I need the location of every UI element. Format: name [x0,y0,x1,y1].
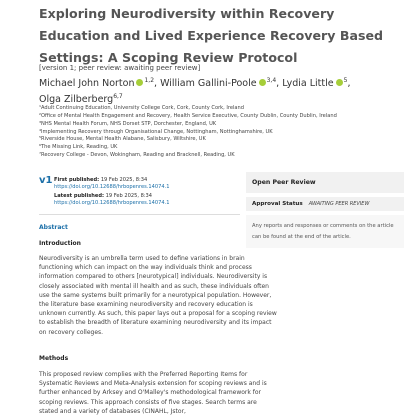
first-published-date: 19 Feb 2025, 8:34 [100,177,148,183]
author-affiliation-marker: 3,4 [266,77,277,84]
affiliation-item: ¹Adult Continuing Education, University College Cork, Cork, County Cork, Ireland [39,105,244,111]
approval-status-label: Approval Status [252,201,303,207]
latest-published-doi-link[interactable]: https://doi.org/10.12688/hrbopenres.14074.1 [54,199,170,206]
affiliation-list [39,105,379,160]
open-peer-review-heading: Open Peer Review [252,179,316,186]
affiliation-item: ⁶The Missing Link, Reading, UK [39,144,118,151]
abstract-heading: Abstract [39,224,68,231]
author-name[interactable]: Olga Zilberberg [39,93,114,105]
peer-review-sidebar [246,172,404,248]
affiliation-item: ³NHS Mental Health Forum, NHS Dorset STP, Dorchester, England, UK [39,120,217,127]
article-title: Exploring Neurodiversity within Recovery Education and Lived Experience Recovery Based Settings: A Scoping Review Protocol [39,6,384,65]
author-affiliation-marker: 1,2 [144,77,155,84]
author-affiliation-marker: 5 [343,77,348,84]
publication-info [54,177,169,206]
latest-published-date: 19 Feb 2025, 8:34 [105,193,153,200]
author-name[interactable]: Lydia Little [282,78,334,89]
version-badge: v1 [39,175,53,186]
author-affiliation-marker: 6,7 [113,92,123,100]
author-separator: , [276,78,283,89]
affiliation-item: ⁴Implementing Recovery through Organisational Change, Nottingham, Nottinghamshire, UK [39,128,273,135]
approval-status-value: AWAITING PEER REVIEW [308,201,370,207]
author-name[interactable]: Michael John Norton [39,78,135,89]
methods-text: This proposed review complies with the Preferred Reporting Items for Systematic Reviews and Meta-Analysis extension for scoping reviews and is further enhanced by Arksey and O'Malley's methodological framework for scoping reviews. This approach consists of five stages. Search terms are stated and a variety of databases (CINAHL, Jstor, [39,371,267,415]
author-list [39,75,369,106]
author-separator: , [347,78,351,89]
methods-heading: Methods [39,355,69,362]
approval-status-row [246,197,404,211]
orcid-icon[interactable] [336,79,343,86]
version-note: [version 1; peer review: awaiting peer review] [39,64,201,72]
divider [39,214,240,215]
first-published-doi-link[interactable]: https://doi.org/10.12688/hrbopenres.14074.1 [54,183,170,190]
affiliation-item: ²Office of Mental Health Engagement and Recovery, Health Service Executive, County Dublin, County Dublin, Ireland [39,112,337,119]
author-separator: , [154,78,161,89]
latest-published-label: Latest published: [54,193,105,200]
first-published-label: First published: [54,177,100,183]
peer-review-note: Any reports and responses or comments on the article can be found at the end of the article. [246,215,404,248]
affiliation-item: ⁵Riverside House, Mental Health Alabane, Salisbury, Wiltshire, UK [39,136,206,143]
affiliation-item: ⁷Recovery College - Devon, Wokingham, Reading and Bracknell, Reading, UK [39,152,235,159]
introduction-text: Neurodiversity is an umbrella term used to define variations in brain functioning which can impact on the way individuals think and process information compared to others [neurotypical] individuals. Neurodiversity is closely associated with mental ill health and as such, these individuals often use the same systems built primarily for a neurotypical population. However, the literature base examining neurodiversity and recovery education is unknown currently. As such, this paper lays out a proposal for a scoping review to establish the breadth of literature examining neurodiversity and its impact on recovery colleges. [39,255,277,336]
orcid-icon[interactable] [136,79,143,86]
introduction-heading: Introduction [39,240,81,247]
orcid-icon[interactable] [259,79,266,86]
author-name[interactable]: William Gallini-Poole [160,78,257,89]
